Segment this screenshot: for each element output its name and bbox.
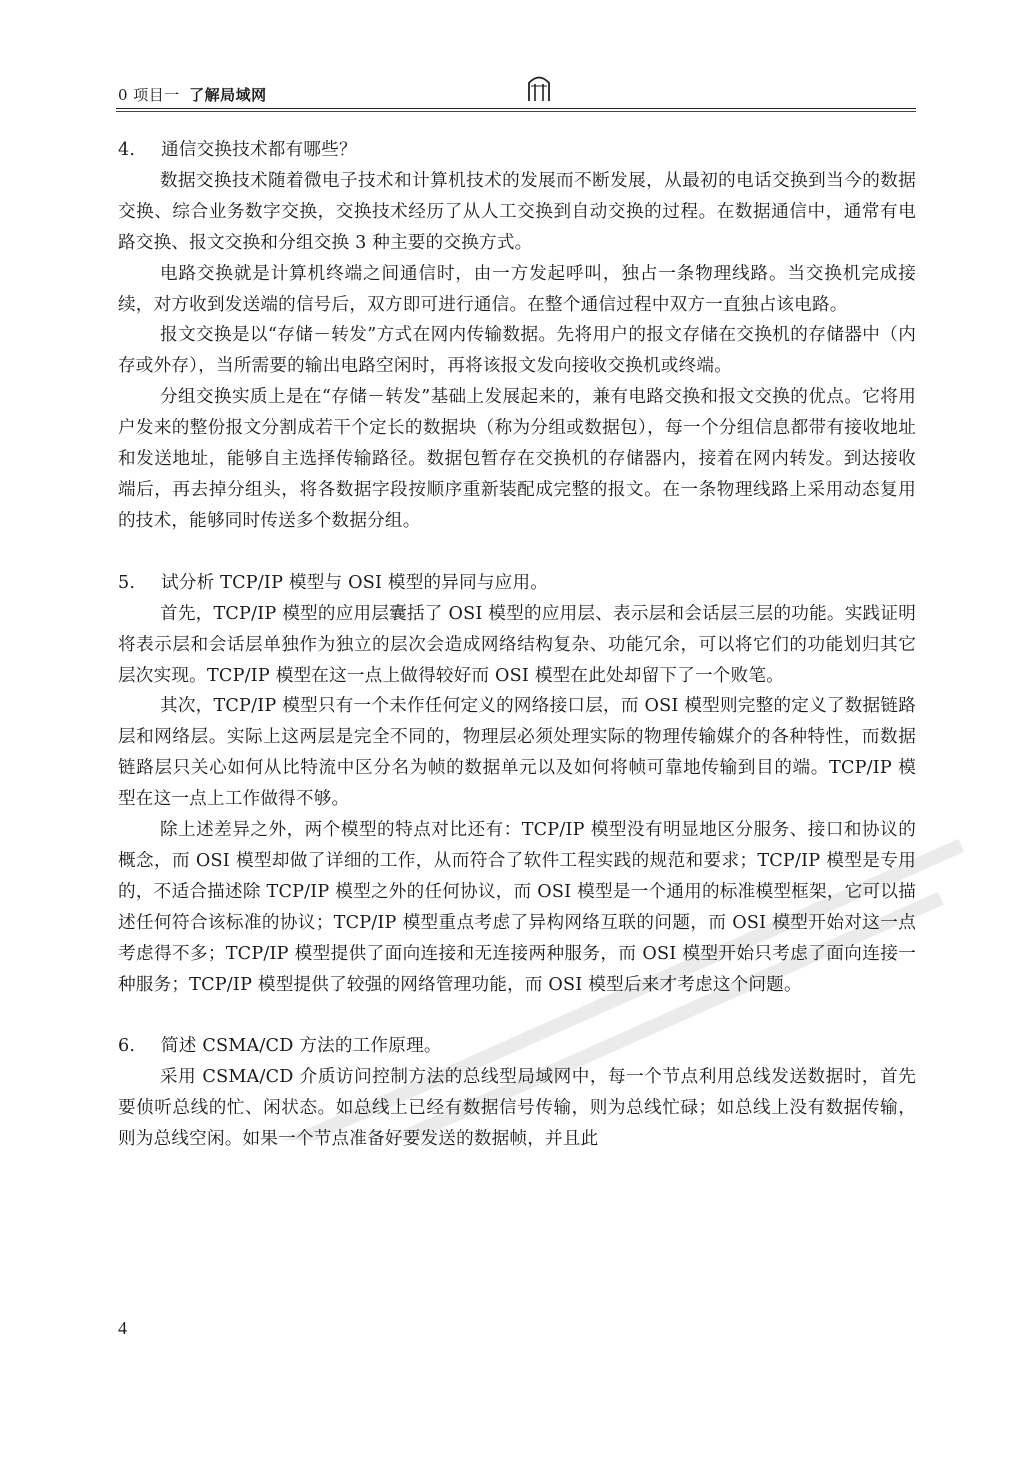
running-head-chapter-title: 了解局域网 (189, 86, 267, 104)
question-6 (118, 1031, 916, 1062)
paragraph: 采用 CSMA/CD 介质访问控制方法的总线型局域网中，每一个节点利用总线发送数据时，首先要侦听总线的忙、闲状态。如总线上已经有数据信号传输，则为总线忙碌；如总线上没有数据传输，则为总线空闲。如果一个节点准备好要发送的数据帧，并且此 (118, 1067, 916, 1150)
paragraph: 首先，TCP/IP 模型的应用层囊括了 OSI 模型的应用层、表示层和会话层三层的功能。实践证明将表示层和会话层单独作为独立的层次会造成网络结构复杂、功能冗余，可以将它们的功能划归其它层次实现。TCP/IP 模型在这一点上做得较好而 OSI 模型在此处却留下了一个败笔。 (118, 603, 916, 686)
body-text (118, 135, 916, 1155)
publisher-logo-icon (527, 74, 551, 102)
paragraph: 分组交换实质上是在“存储－转发”基础上发展起来的，兼有电路交换和报文交换的优点。它将用户发来的整份报文分割成若干个定长的数据块（称为分组或数据包），每一个分组信息都带有接收地址和发送地址，能够自主选择传输路径。数据包暂存在交换机的存储器内，接着在网内转发。到达接收端后，再去掉分组头，将各数据字段按顺序重新装配成完整的报文。在一条物理线路上采用动态复用的技术，能够同时传送多个数据分组。 (118, 387, 916, 531)
question-4 (118, 135, 916, 166)
paragraph: 其次，TCP/IP 模型只有一个未作任何定义的网络接口层，而 OSI 模型则完整的定义了数据链路层和网络层。实际上这两层是完全不同的，物理层必须处理实际的物理传输媒介的各种特性，而数据链路层只关心如何从比特流中区分名为帧的数据单元以及如何将帧可靠地传输到目的端。TCP/IP 模型在这一点上工作做得不够。 (118, 696, 916, 810)
paragraph: 电路交换就是计算机终端之间通信时，由一方发起呼叫，独占一条物理线路。当交换机完成接续，对方收到发送端的信号后，双方即可进行通信。在整个通信过程中双方一直独占该电路。 (118, 263, 916, 315)
spacer (118, 1000, 916, 1031)
paragraph: 除上述差异之外，两个模型的特点对比还有：TCP/IP 模型没有明显地区分服务、接口和协议的概念，而 OSI 模型却做了详细的工作，从而符合了软件工程实践的规范和要求；TCP/IP 模型是专用的，不适合描述除 TCP/IP 模型之外的任何协议，而 OSI 模型是一个通用的标准模型框架，它可以描述任何符合该标准的协议；TCP/IP 模型重点考虑了异构网络互联的问题，而 OSI 模型开始对这一点考虑得不多；TCP/IP 模型提供了面向连接和无连接两种服务，而 OSI 模型开始只考虑了面向连接一种服务；TCP/IP 模型提供了较强的网络管理功能，而 OSI 模型后来才考虑这个问题。 (118, 820, 916, 995)
spacer (118, 537, 916, 568)
paragraph: 报文交换是以“存储－转发”方式在网内传输数据。先将用户的报文存储在交换机的存储器中（内存或外存），当所需要的输出电路空闲时，再将该报文发向接收交换机或终端。 (118, 325, 916, 377)
header-rule (116, 108, 916, 109)
question-text: 简述 CSMA/CD 方法的工作原理。 (161, 1036, 442, 1057)
question-number: 4. (118, 140, 136, 160)
question-text: 通信交换技术都有哪些？ (161, 140, 357, 160)
page-number: 4 (118, 1318, 127, 1338)
question-text: 试分析 TCP/IP 模型与 OSI 模型的异同与应用。 (161, 572, 549, 593)
running-head-section: 0 项目一 (118, 86, 180, 104)
header-rule-thin (116, 111, 916, 112)
running-head (118, 84, 267, 105)
question-5 (118, 568, 916, 599)
question-number: 6. (118, 1036, 136, 1057)
paragraph: 数据交换技术随着微电子技术和计算机技术的发展而不断发展，从最初的电话交换到当今的数据交换、综合业务数字交换，交换技术经历了从人工交换到自动交换的过程。在数据通信中，通常有电路交换、报文交换和分组交换 3 种主要的交换方式。 (118, 170, 916, 253)
question-number: 5. (118, 572, 136, 593)
